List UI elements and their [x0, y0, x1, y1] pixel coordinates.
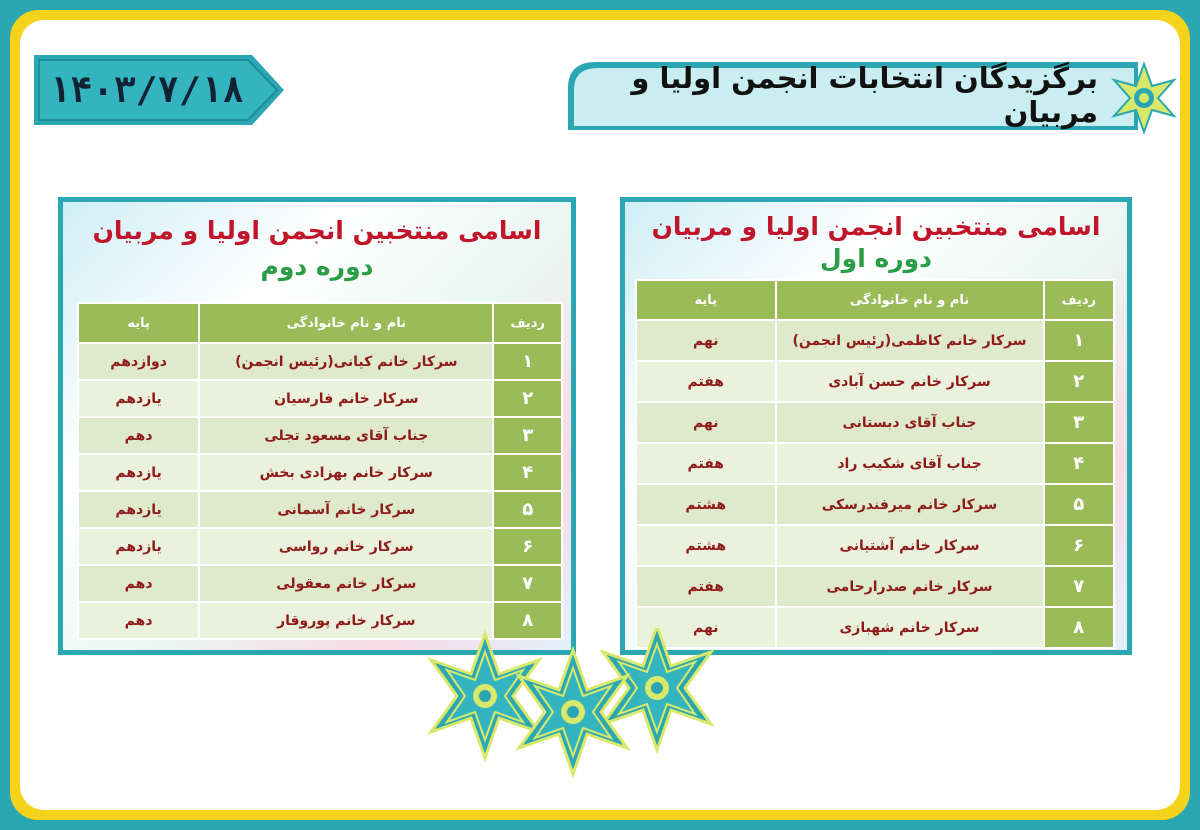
table-row — [78, 565, 562, 602]
table-row — [636, 402, 1114, 443]
member-grade: یازدهم — [78, 380, 199, 417]
member-grade: هفتم — [636, 443, 776, 484]
table-row — [78, 454, 562, 491]
table-row — [636, 566, 1114, 607]
table-row — [78, 491, 562, 528]
row-number: ۶ — [1044, 525, 1114, 566]
member-name: سرکار خانم بهزادی بخش — [199, 454, 493, 491]
members-table — [635, 279, 1115, 649]
member-name: جناب آقای دبستانی — [776, 402, 1044, 443]
member-name: سرکار خانم پوروقار — [199, 602, 493, 639]
panel-first-period — [620, 197, 1132, 655]
table-row — [636, 361, 1114, 402]
member-grade: دوازدهم — [78, 343, 199, 380]
members-table — [77, 302, 563, 640]
page-title: برگزیدگان انتخابات انجمن اولیا و مربیان — [631, 61, 1098, 129]
table-row — [78, 528, 562, 565]
column-header-row-number: ردیف — [1044, 280, 1114, 320]
panel-subtitle: دوره اول — [819, 244, 933, 273]
member-grade: هفتم — [636, 361, 776, 402]
member-name: سرکار خانم آسمانی — [199, 491, 493, 528]
member-grade: نهم — [636, 607, 776, 648]
member-name: سرکار خانم صدرارحامی — [776, 566, 1044, 607]
table-row — [636, 484, 1114, 525]
row-number: ۶ — [493, 528, 562, 565]
row-number: ۴ — [493, 454, 562, 491]
row-number: ۱ — [1044, 320, 1114, 361]
row-number: ۲ — [1044, 361, 1114, 402]
member-grade: یازدهم — [78, 528, 199, 565]
member-grade: هشتم — [636, 484, 776, 525]
row-number: ۳ — [493, 417, 562, 454]
row-number: ۷ — [493, 565, 562, 602]
member-name: جناب آقای شکیب راد — [776, 443, 1044, 484]
row-number: ۵ — [493, 491, 562, 528]
member-grade: نهم — [636, 402, 776, 443]
panel-title: اسامی منتخبین انجمن اولیا و مربیان — [92, 216, 542, 245]
member-grade: یازدهم — [78, 491, 199, 528]
table-row — [636, 443, 1114, 484]
title-banner — [568, 60, 1138, 130]
flower-ornament-icon — [1100, 58, 1188, 138]
member-grade: یازدهم — [78, 454, 199, 491]
column-header-grade: پایه — [636, 280, 776, 320]
member-name: سرکار خانم کیانی(رئیس انجمن) — [199, 343, 493, 380]
row-number: ۷ — [1044, 566, 1114, 607]
member-name: سرکار خانم فارسیان — [199, 380, 493, 417]
member-grade: هشتم — [636, 525, 776, 566]
member-name: سرکار خانم شهبازی — [776, 607, 1044, 648]
table-row — [78, 380, 562, 417]
row-number: ۴ — [1044, 443, 1114, 484]
panel-second-period — [58, 197, 576, 655]
table-row — [78, 343, 562, 380]
column-header-name: نام و نام خانوادگی — [199, 303, 493, 343]
table-row — [636, 525, 1114, 566]
row-number: ۸ — [1044, 607, 1114, 648]
row-number: ۱ — [493, 343, 562, 380]
row-number: ۲ — [493, 380, 562, 417]
row-number: ۵ — [1044, 484, 1114, 525]
table-row — [78, 417, 562, 454]
panel-title: اسامی منتخبین انجمن اولیا و مربیان — [651, 212, 1101, 241]
member-name: سرکار خانم آشتیانی — [776, 525, 1044, 566]
member-grade: دهم — [78, 565, 199, 602]
member-grade: هفتم — [636, 566, 776, 607]
row-number: ۸ — [493, 602, 562, 639]
member-name: جناب آقای مسعود تجلی — [199, 417, 493, 454]
column-header-grade: پایه — [78, 303, 199, 343]
table-header-row — [636, 280, 1114, 320]
column-header-name: نام و نام خانوادگی — [776, 280, 1044, 320]
date-label: ۱۴۰۳/۷/۱۸ — [48, 69, 245, 111]
panel-subtitle: دوره دوم — [260, 252, 374, 281]
flower-ornament-icon — [425, 628, 725, 778]
member-name: سرکار خانم کاظمی(رئیس انجمن) — [776, 320, 1044, 361]
member-grade: نهم — [636, 320, 776, 361]
member-name: سرکار خانم معقولی — [199, 565, 493, 602]
column-header-row-number: ردیف — [493, 303, 562, 343]
table-row — [636, 320, 1114, 361]
member-grade: دهم — [78, 602, 199, 639]
row-number: ۳ — [1044, 402, 1114, 443]
member-name: سرکار خانم رواسی — [199, 528, 493, 565]
member-name: سرکار خانم حسن آبادی — [776, 361, 1044, 402]
member-grade: دهم — [78, 417, 199, 454]
table-header-row — [78, 303, 562, 343]
date-banner — [34, 55, 284, 125]
member-name: سرکار خانم میرفندرسکی — [776, 484, 1044, 525]
